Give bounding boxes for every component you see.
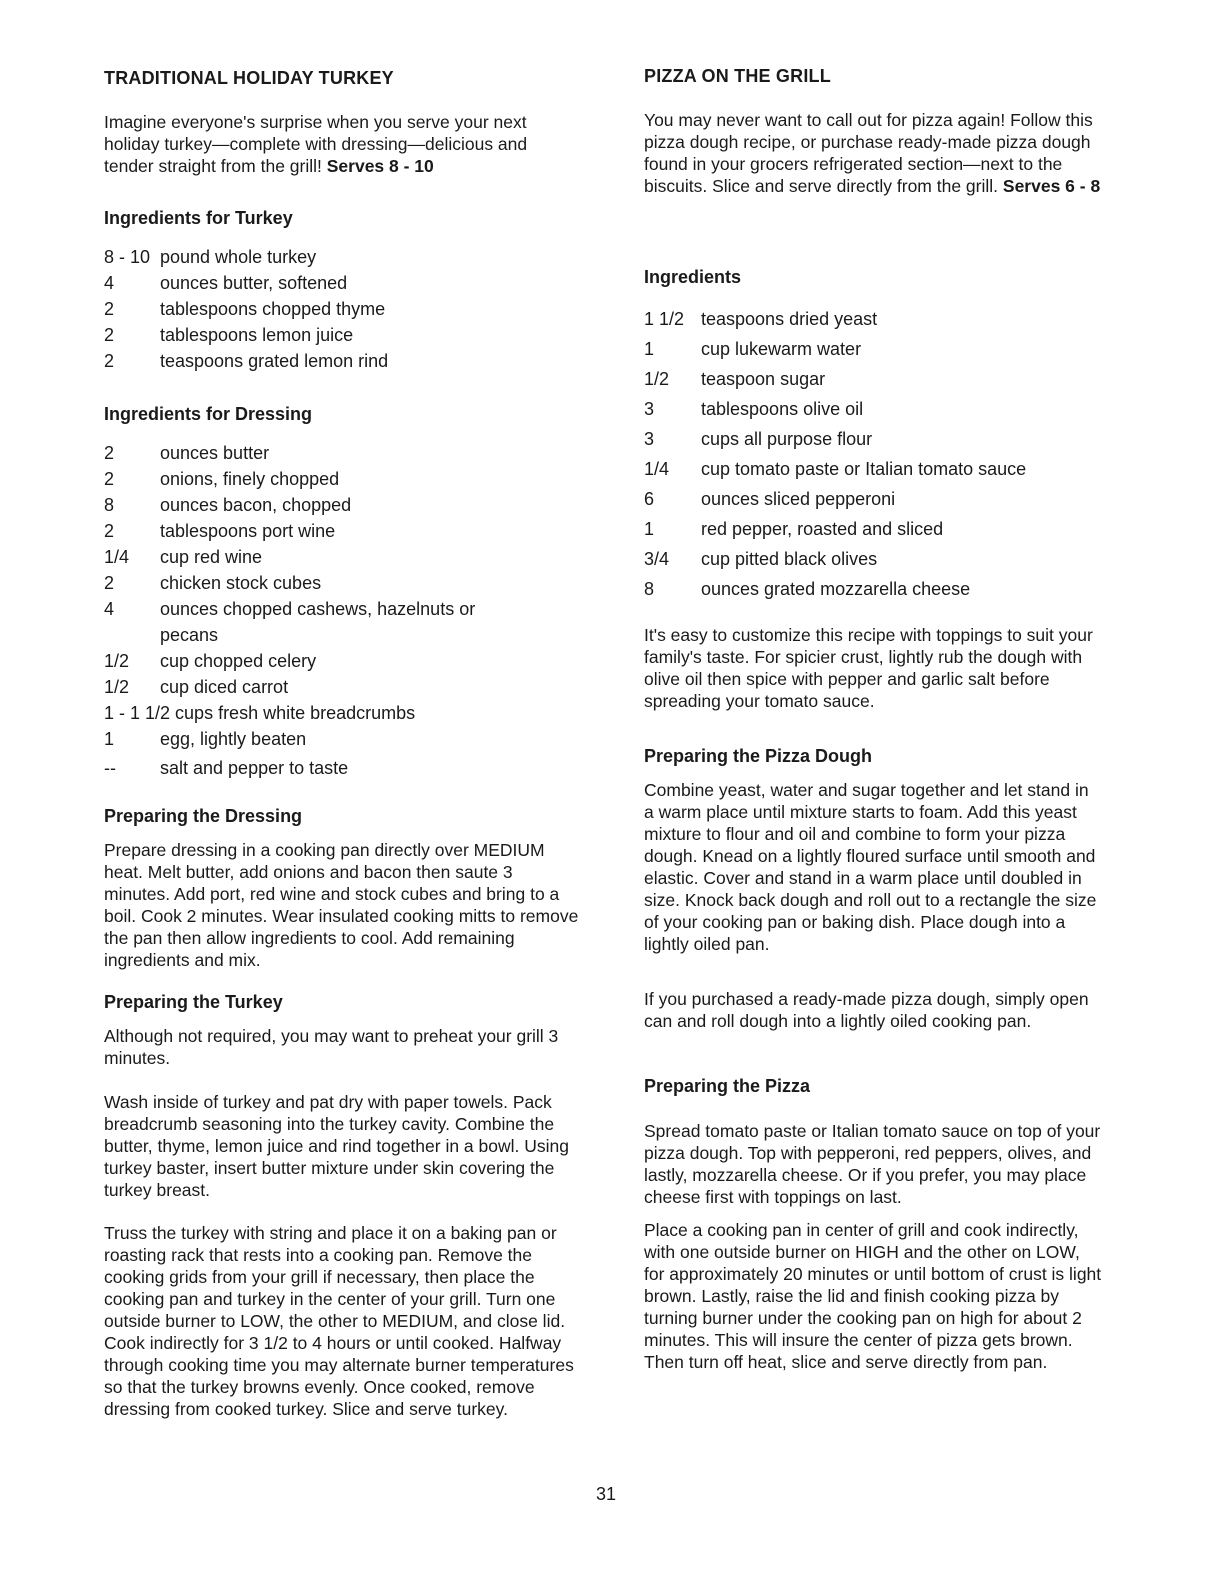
ingredient-qty: 6	[644, 489, 655, 509]
ingredient-qty: 2	[104, 351, 115, 371]
turkey-serves: Serves 8 - 10	[326, 156, 434, 176]
ingredient-text: teaspoon sugar	[701, 369, 826, 389]
ingredient-qty: 3/4	[644, 549, 670, 569]
ingredient-text: red pepper, roasted and sliced	[701, 519, 944, 539]
ingredient-qty: 4	[104, 273, 115, 293]
ingredient-qty: 1/2	[104, 651, 130, 671]
prep-dressing-text: Prepare dressing in a cooking pan directly over MEDIUM heat. Melt butter, add onions and bacon then saute 3 minutes. Add port, red wine and stock cubes and bring to a boil. Cook 2 minutes. Wear insulated cooking mitts to remove the pan then allow ingredients to cool. Add remaining ingredients and mix.	[104, 840, 579, 970]
turkey-title: TRADITIONAL HOLIDAY TURKEY	[104, 68, 394, 88]
ingredient-text: tablespoons port wine	[160, 521, 336, 541]
ingredient-qty: 1/4	[644, 459, 670, 479]
ingredient-qty: 1	[104, 729, 115, 749]
ingredient-text: tablespoons olive oil	[701, 399, 864, 419]
ingredient-text: ounces grated mozzarella cheese	[701, 579, 971, 599]
ingredient-text: ounces butter	[160, 443, 270, 463]
prep-dough-heading: Preparing the Pizza Dough	[644, 746, 873, 766]
ingredient-qty: 1/2	[104, 677, 130, 697]
ingredient-qty: 1/4	[104, 547, 130, 567]
turkey-ingredients-heading: Ingredients for Turkey	[104, 208, 293, 228]
ingredient-text: cup red wine	[160, 547, 263, 567]
ingredient-text: tablespoons lemon juice	[160, 325, 354, 345]
ingredient-text: salt and pepper to taste	[160, 758, 349, 778]
prep-turkey-heading: Preparing the Turkey	[104, 992, 283, 1012]
prep-pizza-paragraph-1: Spread tomato paste or Italian tomato sauce on top of your pizza dough. Top with pepperoni, red peppers, olives, and lastly, mozzarella cheese. Or if you prefer, you may place cheese first with toppings on last.	[644, 1121, 1101, 1207]
pizza-ingredients-heading: Ingredients	[644, 267, 742, 287]
prep-pizza-heading: Preparing the Pizza	[644, 1076, 811, 1096]
ingredient-text: cup pitted black olives	[701, 549, 878, 569]
ingredient-qty: 2	[104, 443, 115, 463]
turkey-intro-text: Imagine everyone's surprise when you serve your next holiday turkey—complete with dressing—delicious and tender straight from the grill!	[104, 112, 528, 176]
ingredient-text: ounces butter, softened	[160, 273, 348, 293]
ingredient-qty: --	[104, 758, 116, 778]
prep-turkey-paragraph-2: Wash inside of turkey and pat dry with paper towels. Pack breadcrumb seasoning into the turkey cavity. Combine the butter, thyme, lemon juice and rind together in a bowl. Using turkey baster, insert butter mixture under skin covering the turkey breast.	[104, 1092, 569, 1200]
ingredient-qty: 1 - 1 1/2 cups fresh white breadcrumbs	[104, 703, 416, 723]
ingredient-qty: 2	[104, 469, 115, 489]
pizza-serves: Serves 6 - 8	[1002, 176, 1101, 196]
ingredient-qty: 3	[644, 429, 655, 449]
ingredient-text: cup diced carrot	[160, 677, 289, 697]
ingredient-qty: 3	[644, 399, 655, 419]
ingredient-qty: 2	[104, 521, 115, 541]
ingredient-text: cup lukewarm water	[701, 339, 862, 359]
ingredient-text: cups all purpose flour	[701, 429, 873, 449]
ingredient-qty: 2	[104, 325, 115, 345]
ingredient-qty: 8	[644, 579, 655, 599]
ingredient-text: chicken stock cubes	[160, 573, 322, 593]
ingredient-text: pound whole turkey	[160, 247, 317, 267]
ingredient-text: ounces chopped cashews, hazelnuts or	[160, 599, 476, 619]
ingredient-qty: 2	[104, 299, 115, 319]
ingredient-qty: 1 1/2	[644, 309, 685, 329]
pizza-intro-text: You may never want to call out for pizza again! Follow this pizza dough recipe, or purchase ready-made pizza dough found in your grocers refrigerated section—next to the biscuits. Slice and serve directly from the grill.	[644, 110, 1093, 196]
prep-turkey-paragraph-1: Although not required, you may want to preheat your grill 3 minutes.	[104, 1026, 559, 1068]
customize-text: It's easy to customize this recipe with toppings to suit your family's taste. For spicier crust, lightly rub the dough with olive oil then spice with pepper and garlic salt before spreading your tomato sauce.	[644, 625, 1093, 711]
prep-turkey-paragraph-3: Truss the turkey with string and place it on a baking pan or roasting rack that rests into a cooking pan. Remove the cooking grids from your grill if necessary, then place the cooking pan and turkey in the center of your grill. Turn one outside burner to LOW, the other to MEDIUM, and close lid. Cook indirectly for 3 1/2 to 4 hours or until cooked. Halfway through cooking time you may alternate burner temperatures so that the turkey browns evenly. Once cooked, remove dressing from cooked turkey. Slice and serve turkey.	[104, 1223, 574, 1419]
ingredient-text: pecans	[160, 625, 219, 645]
ingredient-text: tablespoons chopped thyme	[160, 299, 386, 319]
pizza-intro	[644, 109, 1114, 197]
ingredient-qty: 2	[104, 573, 115, 593]
ingredient-qty: 1/2	[644, 369, 670, 389]
ingredient-qty: 1	[644, 339, 655, 359]
ingredient-text: onions, finely chopped	[160, 469, 340, 489]
ingredient-text: teaspoons grated lemon rind	[160, 351, 389, 371]
ingredient-text: ounces sliced pepperoni	[701, 489, 896, 509]
page-number: 31	[595, 1484, 617, 1504]
pizza-title: PIZZA ON THE GRILL	[644, 66, 831, 86]
dressing-ingredients-heading: Ingredients for Dressing	[104, 404, 313, 424]
ingredient-text: teaspoons dried yeast	[701, 309, 878, 329]
prep-pizza-paragraph-2: Place a cooking pan in center of grill and cook indirectly, with one outside burner on HIGH and the other on LOW, for approximately 20 minutes or until bottom of crust is light brown. Lastly, raise the lid and finish cooking pizza by turning burner under the cooking pan on high for about 2 minutes. This will insure the center of pizza gets brown. Then turn off heat, slice and serve directly from pan.	[644, 1220, 1102, 1372]
ingredient-qty: 8	[104, 495, 115, 515]
ingredient-text: cup tomato paste or Italian tomato sauce	[701, 459, 1027, 479]
ingredient-text: cup chopped celery	[160, 651, 317, 671]
ingredient-qty: 8 - 10	[104, 247, 151, 267]
ingredient-text: ounces bacon, chopped	[160, 495, 352, 515]
ingredient-qty: 1	[644, 519, 655, 539]
turkey-intro	[104, 111, 579, 177]
ingredient-text: egg, lightly beaten	[160, 729, 307, 749]
prep-dressing-heading: Preparing the Dressing	[104, 806, 303, 826]
prep-dough-paragraph-1: Combine yeast, water and sugar together and let stand in a warm place until mixture starts to foam. Add this yeast mixture to flour and oil and combine to form your pizza dough. Knead on a lightly floured surface until smooth and elastic. Cover and stand in a warm place until doubled in size. Knock back dough and roll out to a rectangle the size of your cooking pan or baking dish. Place dough into a lightly oiled pan.	[644, 780, 1097, 954]
ingredient-qty: 4	[104, 599, 115, 619]
prep-dough-paragraph-2: If you purchased a ready-made pizza dough, simply open can and roll dough into a lightly oiled cooking pan.	[644, 989, 1089, 1031]
